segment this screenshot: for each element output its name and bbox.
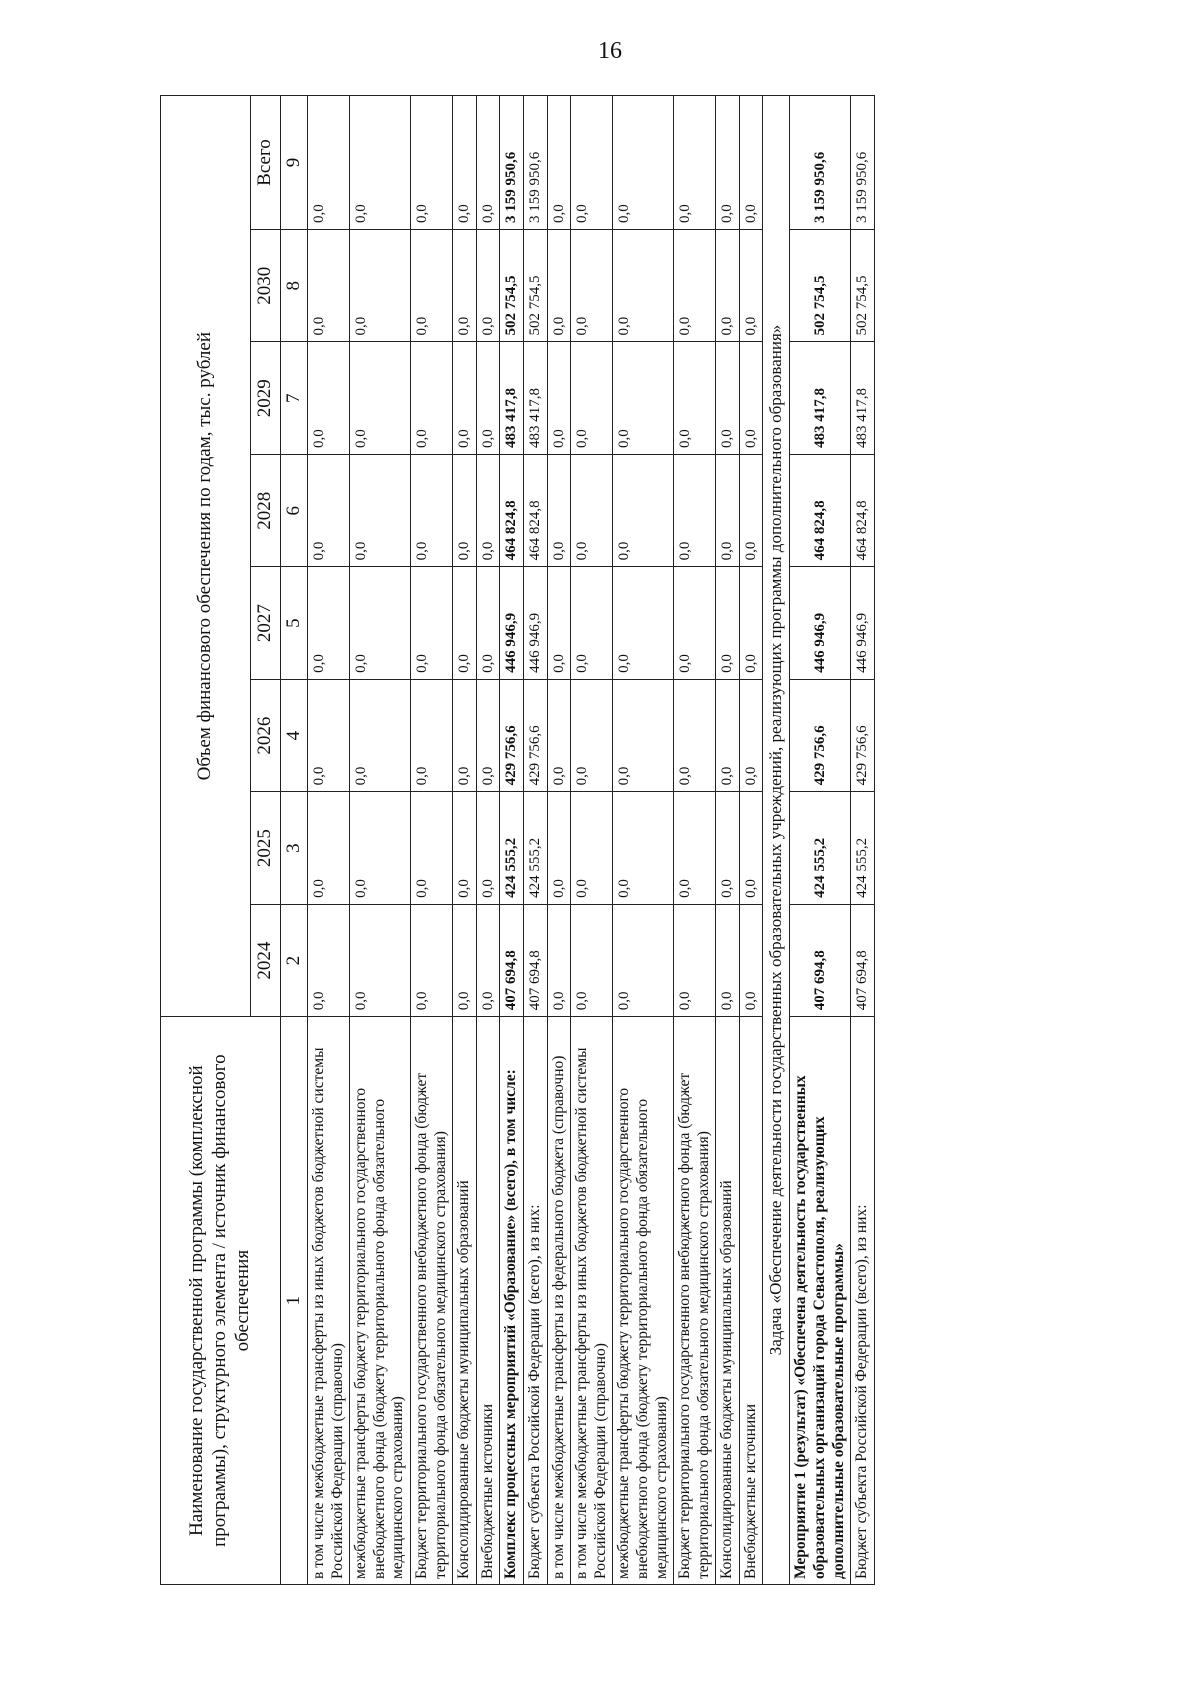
table-row	[716, 96, 740, 1585]
value-cell: 3 159 950,6	[851, 96, 875, 230]
table-row	[547, 96, 571, 1585]
value-cell: 0,0	[716, 792, 740, 904]
value-cell: 429 756,6	[500, 679, 524, 791]
row-label: межбюджетные трансферты бюджету территориального государственного внебюджетного фонда (бюджету территориального фонда обязательного медицинского страхования)	[613, 1017, 674, 1585]
name-column-header: Наименование государственной программы (комплексной программы), структурного элемента / источник финансового обеспечения	[161, 1017, 281, 1585]
table-row	[453, 96, 477, 1585]
table-row	[851, 96, 875, 1585]
value-cell: 424 555,2	[500, 792, 524, 904]
value-cell: 464 824,8	[851, 454, 875, 566]
value-cell: 0,0	[739, 454, 763, 566]
row-label: в том числе межбюджетные трансферты из федерального бюджета (справочно)	[547, 1017, 571, 1585]
value-cell: 502 754,5	[851, 230, 875, 342]
value-cell: 0,0	[739, 230, 763, 342]
column-number: 9	[281, 96, 308, 230]
table-row	[571, 96, 613, 1585]
value-cell: 0,0	[739, 567, 763, 679]
value-cell: 0,0	[571, 679, 613, 791]
value-cell: 0,0	[716, 567, 740, 679]
page-number: 16	[598, 38, 622, 64]
value-cell: 3 159 950,6	[500, 96, 524, 230]
value-cell: 0,0	[716, 230, 740, 342]
value-cell: 0,0	[674, 567, 716, 679]
value-cell: 0,0	[453, 904, 477, 1016]
row-label: Внебюджетные источники	[476, 1017, 500, 1585]
year-header: Всего	[251, 96, 281, 230]
column-number: 2	[281, 904, 308, 1016]
value-cell: 0,0	[613, 96, 674, 230]
value-cell: 0,0	[453, 454, 477, 566]
row-label: межбюджетные трансферты бюджету территориального государственного внебюджетного фонда (бюджету территориального фонда обязательного медицинского страхования)	[350, 1017, 411, 1585]
value-cell: 0,0	[739, 904, 763, 1016]
value-cell: 424 555,2	[851, 792, 875, 904]
value-cell: 3 159 950,6	[523, 96, 547, 230]
value-cell: 0,0	[613, 454, 674, 566]
year-header: 2028	[251, 454, 281, 566]
value-cell: 0,0	[674, 904, 716, 1016]
value-cell: 0,0	[571, 96, 613, 230]
value-cell: 407 694,8	[851, 904, 875, 1016]
table-row	[500, 96, 524, 1585]
value-cell: 446 946,9	[851, 567, 875, 679]
value-cell: 0,0	[571, 567, 613, 679]
row-label: Консолидированные бюджеты муниципальных образований	[453, 1017, 477, 1585]
value-cell: 0,0	[674, 96, 716, 230]
value-cell: 464 824,8	[790, 454, 851, 566]
value-cell: 0,0	[716, 679, 740, 791]
value-cell: 0,0	[410, 454, 452, 566]
value-cell: 407 694,8	[790, 904, 851, 1016]
value-cell: 0,0	[476, 792, 500, 904]
table-row	[739, 96, 763, 1585]
row-label: Бюджет территориального государственного внебюджетного фонда (бюджет территориального фонда обязательного медицинского страхования)	[410, 1017, 452, 1585]
volume-title-header: Объем финансового обеспечения по годам, тыс. рублей	[161, 96, 251, 1017]
value-cell: 407 694,8	[523, 904, 547, 1016]
row-label: в том числе межбюджетные трансферты из иных бюджетов бюджетной системы Российской Федерации (справочно)	[571, 1017, 613, 1585]
value-cell: 0,0	[350, 96, 411, 230]
value-cell: 483 417,8	[851, 342, 875, 454]
value-cell: 0,0	[410, 230, 452, 342]
value-cell: 0,0	[476, 679, 500, 791]
value-cell: 0,0	[308, 904, 350, 1016]
value-cell: 0,0	[571, 454, 613, 566]
value-cell: 0,0	[739, 342, 763, 454]
value-cell: 0,0	[739, 792, 763, 904]
value-cell: 0,0	[547, 679, 571, 791]
value-cell: 502 754,5	[500, 230, 524, 342]
value-cell: 0,0	[547, 567, 571, 679]
value-cell: 464 824,8	[523, 454, 547, 566]
value-cell: 502 754,5	[523, 230, 547, 342]
value-cell: 424 555,2	[523, 792, 547, 904]
value-cell: 0,0	[613, 567, 674, 679]
table-row	[790, 96, 851, 1585]
value-cell: 0,0	[308, 96, 350, 230]
value-cell: 0,0	[571, 792, 613, 904]
value-cell: 0,0	[476, 96, 500, 230]
value-cell: 0,0	[350, 679, 411, 791]
table-row	[476, 96, 500, 1585]
value-cell: 0,0	[410, 342, 452, 454]
value-cell: 0,0	[410, 904, 452, 1016]
value-cell: 0,0	[308, 792, 350, 904]
value-cell: 0,0	[674, 230, 716, 342]
value-cell: 502 754,5	[790, 230, 851, 342]
value-cell: 0,0	[476, 567, 500, 679]
value-cell: 0,0	[476, 454, 500, 566]
value-cell: 0,0	[547, 792, 571, 904]
row-label: Внебюджетные источники	[739, 1017, 763, 1585]
financing-table	[160, 95, 875, 1585]
value-cell: 0,0	[453, 230, 477, 342]
value-cell: 0,0	[674, 342, 716, 454]
value-cell: 0,0	[308, 567, 350, 679]
value-cell: 0,0	[453, 792, 477, 904]
value-cell: 0,0	[739, 96, 763, 230]
value-cell: 0,0	[350, 342, 411, 454]
value-cell: 483 417,8	[790, 342, 851, 454]
row-label: Консолидированные бюджеты муниципальных образований	[716, 1017, 740, 1585]
value-cell: 0,0	[716, 342, 740, 454]
value-cell: 429 756,6	[790, 679, 851, 791]
value-cell: 0,0	[674, 792, 716, 904]
value-cell: 0,0	[571, 230, 613, 342]
value-cell: 0,0	[571, 904, 613, 1016]
value-cell: 0,0	[453, 567, 477, 679]
value-cell: 446 946,9	[500, 567, 524, 679]
value-cell: 429 756,6	[523, 679, 547, 791]
value-cell: 0,0	[350, 454, 411, 566]
value-cell: 407 694,8	[500, 904, 524, 1016]
value-cell: 0,0	[308, 230, 350, 342]
column-number: 3	[281, 792, 308, 904]
year-header: 2025	[251, 792, 281, 904]
value-cell: 483 417,8	[500, 342, 524, 454]
value-cell: 0,0	[410, 792, 452, 904]
table-row	[613, 96, 674, 1585]
value-cell: 0,0	[453, 679, 477, 791]
value-cell: 0,0	[613, 230, 674, 342]
column-number: 5	[281, 567, 308, 679]
value-cell: 464 824,8	[500, 454, 524, 566]
value-cell: 0,0	[571, 342, 613, 454]
year-header: 2026	[251, 679, 281, 791]
row-label: Бюджет территориального государственного внебюджетного фонда (бюджет территориального фонда обязательного медицинского страхования)	[674, 1017, 716, 1585]
value-cell: 0,0	[476, 230, 500, 342]
table-row	[410, 96, 452, 1585]
year-header: 2027	[251, 567, 281, 679]
rotated-table-container	[160, 95, 1085, 1585]
value-cell: 0,0	[613, 904, 674, 1016]
table-row	[523, 96, 547, 1585]
value-cell: 0,0	[739, 679, 763, 791]
row-label: Бюджет субъекта Российской Федерации (всего), из них:	[851, 1017, 875, 1585]
value-cell: 0,0	[547, 342, 571, 454]
table-row	[350, 96, 411, 1585]
value-cell: 0,0	[410, 96, 452, 230]
column-number: 6	[281, 454, 308, 566]
value-cell: 0,0	[613, 679, 674, 791]
value-cell: 446 946,9	[790, 567, 851, 679]
value-cell: 0,0	[547, 904, 571, 1016]
value-cell: 0,0	[613, 792, 674, 904]
row-label: в том числе межбюджетные трансферты из иных бюджетов бюджетной системы Российской Федерации (справочно)	[308, 1017, 350, 1585]
row-label: Мероприятие 1 (результат) «Обеспечена деятельность государственных образовательных организаций города Севастополя, реализующих дополнительные образовательные программы»	[790, 1017, 851, 1585]
value-cell: 483 417,8	[523, 342, 547, 454]
value-cell: 0,0	[350, 567, 411, 679]
column-number: 1	[281, 1017, 308, 1585]
value-cell: 0,0	[453, 96, 477, 230]
value-cell: 424 555,2	[790, 792, 851, 904]
value-cell: 0,0	[453, 342, 477, 454]
value-cell: 0,0	[308, 454, 350, 566]
year-header: 2030	[251, 230, 281, 342]
value-cell: 0,0	[547, 454, 571, 566]
value-cell: 0,0	[674, 454, 716, 566]
table-row	[674, 96, 716, 1585]
value-cell: 0,0	[350, 792, 411, 904]
task-row	[763, 96, 790, 1585]
value-cell: 0,0	[350, 230, 411, 342]
value-cell: 446 946,9	[523, 567, 547, 679]
value-cell: 0,0	[674, 679, 716, 791]
value-cell: 3 159 950,6	[790, 96, 851, 230]
row-label: Комплекс процессных мероприятий «Образование» (всего), в том числе:	[500, 1017, 524, 1585]
value-cell: 0,0	[547, 230, 571, 342]
value-cell: 0,0	[476, 342, 500, 454]
value-cell: 0,0	[476, 904, 500, 1016]
value-cell: 0,0	[613, 342, 674, 454]
value-cell: 0,0	[308, 342, 350, 454]
value-cell: 0,0	[716, 454, 740, 566]
table-row	[308, 96, 350, 1585]
value-cell: 0,0	[716, 904, 740, 1016]
year-header: 2029	[251, 342, 281, 454]
task-label: Задача «Обеспечение деятельности государственных образовательных учреждений, реализующих программы дополнительного образования»	[763, 96, 790, 1585]
column-number: 8	[281, 230, 308, 342]
column-number: 7	[281, 342, 308, 454]
value-cell: 0,0	[410, 679, 452, 791]
value-cell: 0,0	[716, 96, 740, 230]
row-label: Бюджет субъекта Российской Федерации (всего), из них:	[523, 1017, 547, 1585]
value-cell: 0,0	[308, 679, 350, 791]
value-cell: 0,0	[547, 96, 571, 230]
value-cell: 429 756,6	[851, 679, 875, 791]
value-cell: 0,0	[350, 904, 411, 1016]
value-cell: 0,0	[410, 567, 452, 679]
column-number: 4	[281, 679, 308, 791]
year-header: 2024	[251, 904, 281, 1016]
